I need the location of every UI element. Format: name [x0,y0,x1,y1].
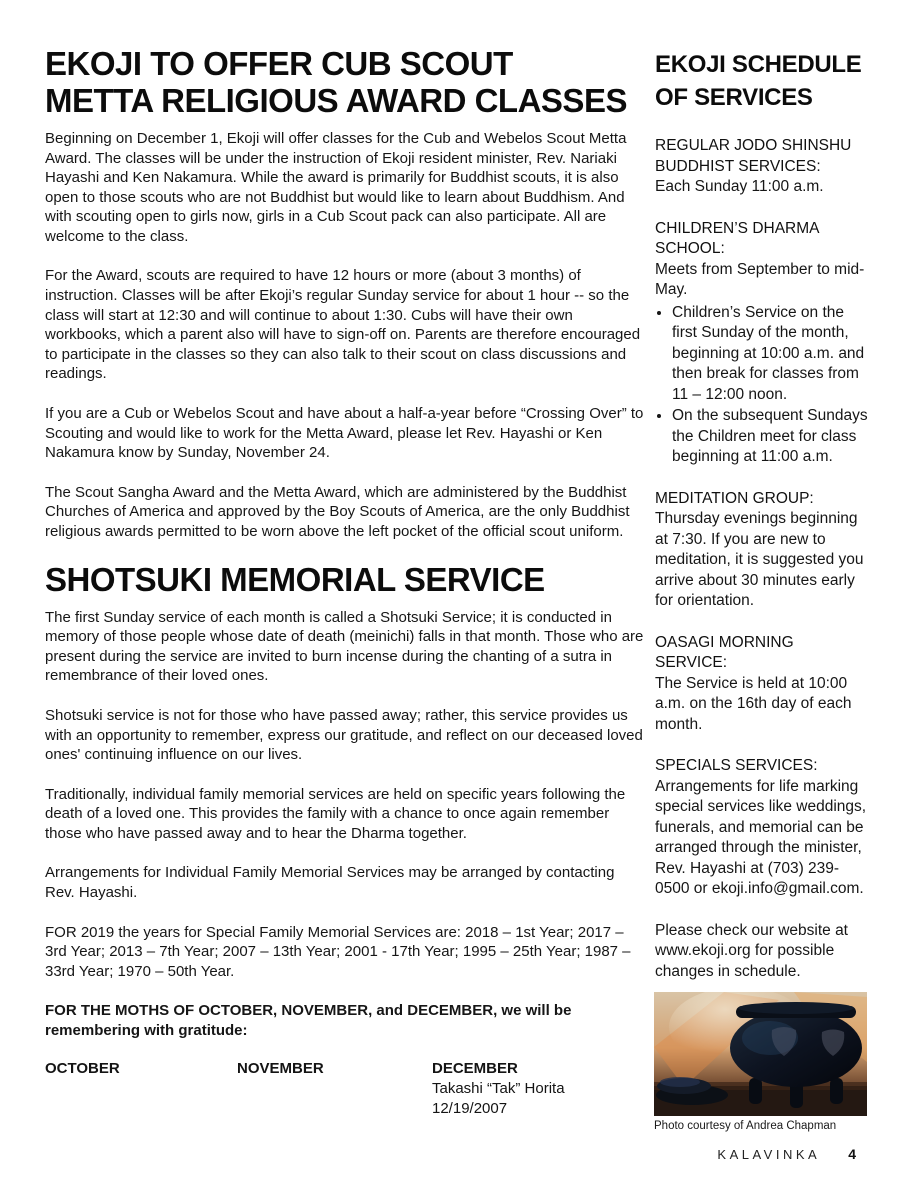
schedule-section-meditation-group [655,489,868,612]
november-label: NOVEMBER [237,1059,324,1077]
schedule-section-oasagi-service [655,633,868,736]
article2-paragraph: Arrangements for Individual Family Memorial Services may be arranged by contacting Rev. Hayashi. [45,864,615,902]
section-body: Thursday evenings beginning at 7:30. If you are new to meditation, it is suggested you arrive about 30 minutes early for orientation. [655,510,864,610]
article2-paragraph: Shotsuki service is not for those who have passed away; rather, this service provides us with an opportunity to remember, express our gratitude, and reflect on our deceased loved ones' continuing influence on our lives. [45,706,643,764]
article1-title-line1: EKOJI TO OFFER CUB SCOUT [45,45,513,82]
article1-title-line2: METTA RELIGIOUS AWARD CLASSES [45,81,627,119]
section-heading: REGULAR JODO SHINSHU BUDDHIST SERVICES: [655,137,852,175]
november-column [237,1059,432,1119]
schedule-section-regular-services [655,136,868,198]
article2-paragraph: FOR 2019 the years for Special Family Memorial Services are: 2018 – 1st Year; 2017 – 3rd Year; 2013 – 7th Year; 2007 – 13th Year; 2001 - 17th Year; 1995 – 25th Year; 1987 – 33rd Year; 1970 – 50th Year. [45,923,631,980]
memorial-months-table [45,1059,645,1119]
article1-title [45,46,645,120]
page-number: 4 [848,1146,856,1162]
main-column [45,46,645,1119]
december-memorial-name: Takashi “Tak” Horita [432,1079,565,1097]
schedule-section-special-services [655,756,868,900]
sidebar-title-line1: EKOJI SCHEDULE [655,51,862,78]
article1-paragraph: The Scout Sangha Award and the Metta Award, which are administered by the Buddhist Churches of America and approved by the Boy Scouts of America, are the only Buddhist religious awards permitted to be worn above the left pocket of the official scout uniform. [45,483,630,540]
december-label: DECEMBER [432,1059,518,1077]
incense-burner-illustration [654,992,867,1116]
december-memorial-date: 12/19/2007 [432,1099,508,1117]
website-note-text: Please check our website at www.ekoji.org for possible changes in schedule. [655,921,848,980]
schedule-section-dharma-school [655,219,868,468]
section-heading: CHILDREN’S DHARMA SCHOOL: [655,219,819,258]
dharma-school-bullet-list [655,303,868,468]
section-body: Meets from September to mid-May. [655,260,865,299]
schedule-sidebar [655,48,868,1003]
section-heading: MEDITATION GROUP: [655,489,814,507]
sidebar-title [655,48,868,114]
article1-paragraph: For the Award, scouts are required to have 12 hours or more (about 3 months) of instruction. Classes will be after Ekoji’s regular Sunday service for about 1 hour -- so the class will start at 12:30 and will continue to about 1:30. Cubs will have their own workbooks, which a parent also will have to sign-off on. Parents are therefore encouraged to participate in the classes so they can also talk to their scout on class discussions and readings. [45,267,641,383]
article1-paragraph: If you are a Cub or Webelos Scout and have about a half-a-year before “Crossing Over” to Scouting and would like to work for the Metta Award, please let Rev. Hayashi or Ken Nakamura know by Sunday, November 24. [45,405,644,462]
photo-caption: Photo courtesy of Andrea Chapman [654,1120,837,1132]
section-heading: SPECIALS SERVICES: [655,757,818,775]
bullet-item: • Children’s Service on the first Sunday of the month, beginning at 10:00 a.m. and then break for classes from 11 – 12:00 noon. [672,303,868,406]
bullet-item: • On the subsequent Sundays the Children meet for class beginning at 11:00 a.m. [672,406,868,468]
remembrance-note: FOR THE MOTHS OF OCTOBER, NOVEMBER, and DECEMBER, we will be remembering with gratitude: [45,1002,572,1040]
section-heading: OASAGI MORNING SERVICE: [655,633,794,672]
section-body: The Service is held at 10:00 a.m. on the 16th day of each month. [655,674,852,733]
october-column [45,1059,237,1119]
article2-paragraph: Traditionally, individual family memorial services are held on specific years following the death of a loved one. This provides the family with a chance to once again remember those who have passed away and to hear the Dharma together. [45,785,626,842]
article2-paragraph: The first Sunday service of each month is called a Shotsuki Service; it is conducted in memory of those people whose date of death (meinichi) falls in that month. Those who are present during the service are invited to burn incense during the chanting of a sutra in remembrance of their loved ones. [45,608,644,685]
article2-title: SHOTSUKI MEMORIAL SERVICE [45,560,545,598]
section-body: Each Sunday 11:00 a.m. [655,178,824,196]
newsletter-name: KALAVINKA [717,1147,821,1162]
incense-burner-photo [654,992,867,1116]
october-label: OCTOBER [45,1059,120,1077]
december-column [432,1059,645,1119]
page-footer [717,1146,856,1162]
sidebar-title-line2: OF SERVICES [655,84,813,112]
website-note [655,921,868,983]
article1-paragraph: Beginning on December 1, Ekoji will offer classes for the Cub and Webelos Scout Metta Award. The classes will be under the instruction of Ekoji resident minister, Rev. Nariaki Hayashi and Ken Nakamura. While the award is primarily for Buddhist scouts, it is also open to those scouts who are not Buddhist but would like to learn about Buddhism. And with scouting open to girls now, girls in a Cub Scout pack can also participate. All are welcome to the class. [45,129,627,245]
section-body: Arrangements for life marking special services like weddings, funerals, and memorial can be arranged through the minister, Rev. Hayashi at (703) 239-0500 or ekoji.info@gmail.com. [655,777,867,898]
